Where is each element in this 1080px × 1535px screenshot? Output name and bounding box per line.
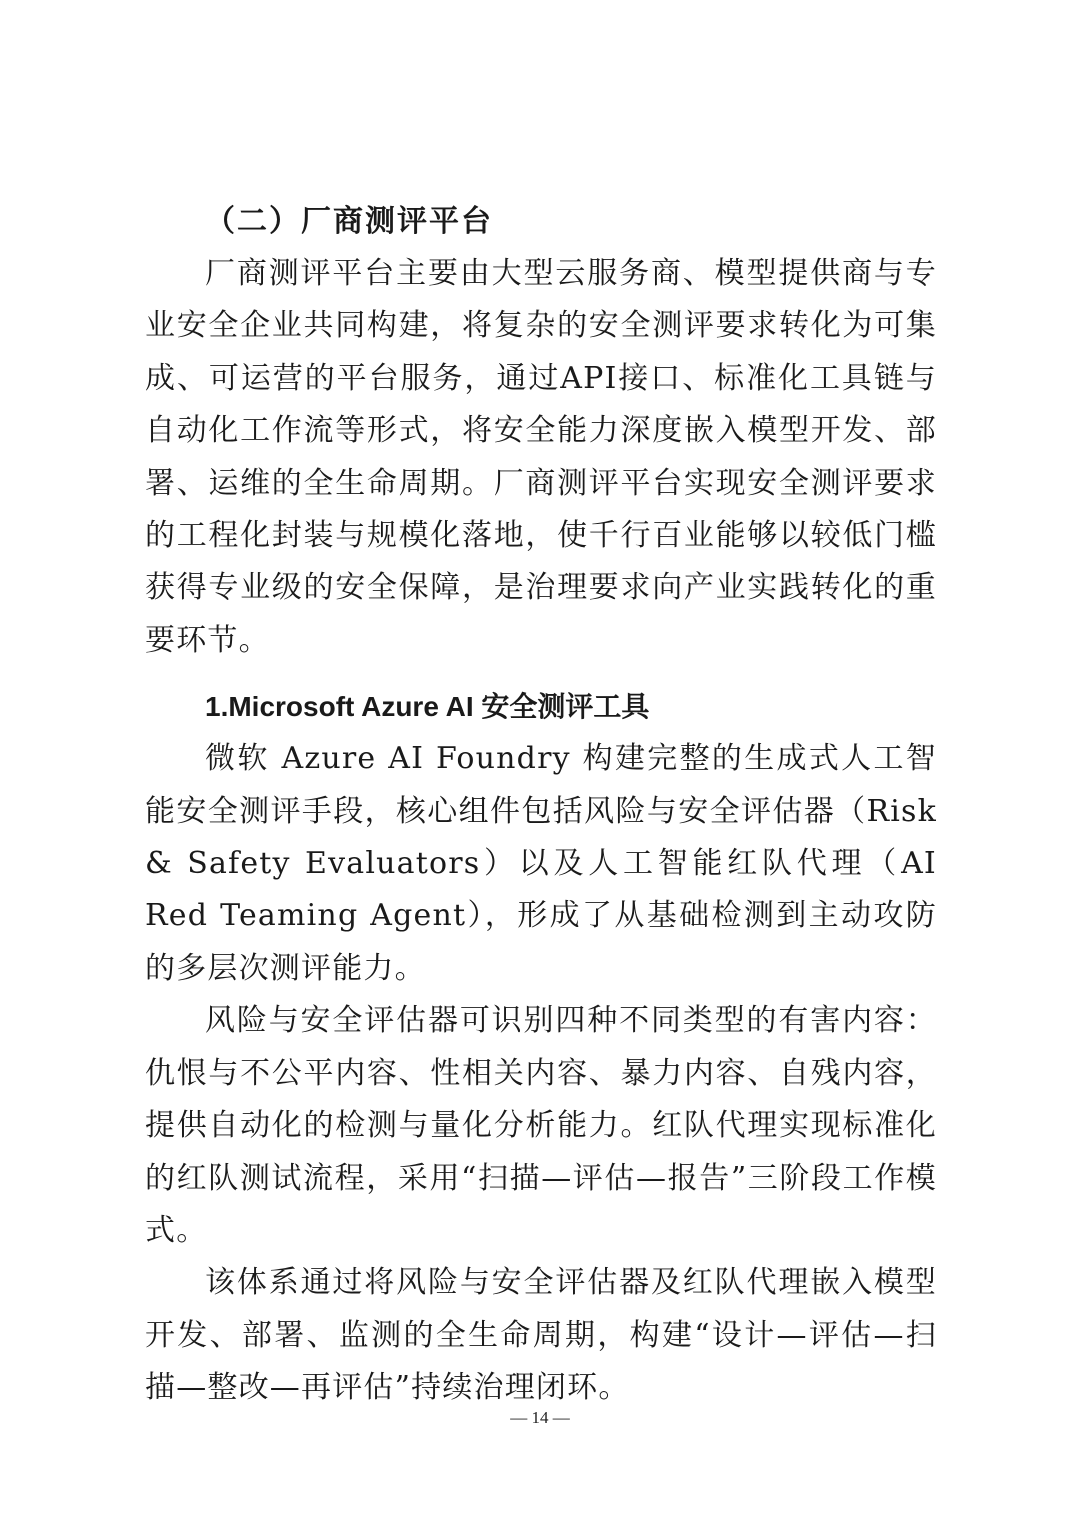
- subsection-heading: 1.Microsoft Azure AI 安全测评工具: [205, 691, 650, 723]
- section-heading: （二）厂商测评平台: [205, 204, 493, 239]
- section-intro-paragraph: 厂商测评平台主要由大型云服务商、模型提供商与专业安全企业共同构建，将复杂的安全测评要求转化为可集成、可运营的平台服务，通过API接口、标准化工具链与自动化工作流等形式，将安全能力深度嵌入模型开发、部署、运维的全生命周期。厂商测评平台实现安全测评要求的工程化封装与规模化落地，使千行百业能够以较低门槛获得专业级的安全保障，是治理要求向产业实践转化的重要环节。: [145, 256, 937, 658]
- subsection-paragraph-3: 该体系通过将风险与安全评估器及红队代理嵌入模型开发、部署、监测的全生命周期，构建“设计—评估—扫描—整改—再评估”持续治理闭环。: [145, 1265, 937, 1406]
- page-number: — 14 —: [510, 1408, 570, 1427]
- subsection-paragraph-2: 风险与安全评估器可识别四种不同类型的有害内容：仇恨与不公平内容、性相关内容、暴力内容、自残内容，提供自动化的检测与量化分析能力。红队代理实现标准化的红队测试流程，采用“扫描—评估—报告”三阶段工作模式。: [145, 1003, 937, 1248]
- page-content: [145, 196, 937, 1415]
- subsection-paragraph-1: 微软 Azure AI Foundry 构建完整的生成式人工智能安全测评手段，核心组件包括风险与安全评估器（Risk & Safety Evaluators）以及人工智能红队代理（AI Red Teaming Agent），形成了从基础检测到主动攻防的多层次测评能力。: [145, 741, 937, 986]
